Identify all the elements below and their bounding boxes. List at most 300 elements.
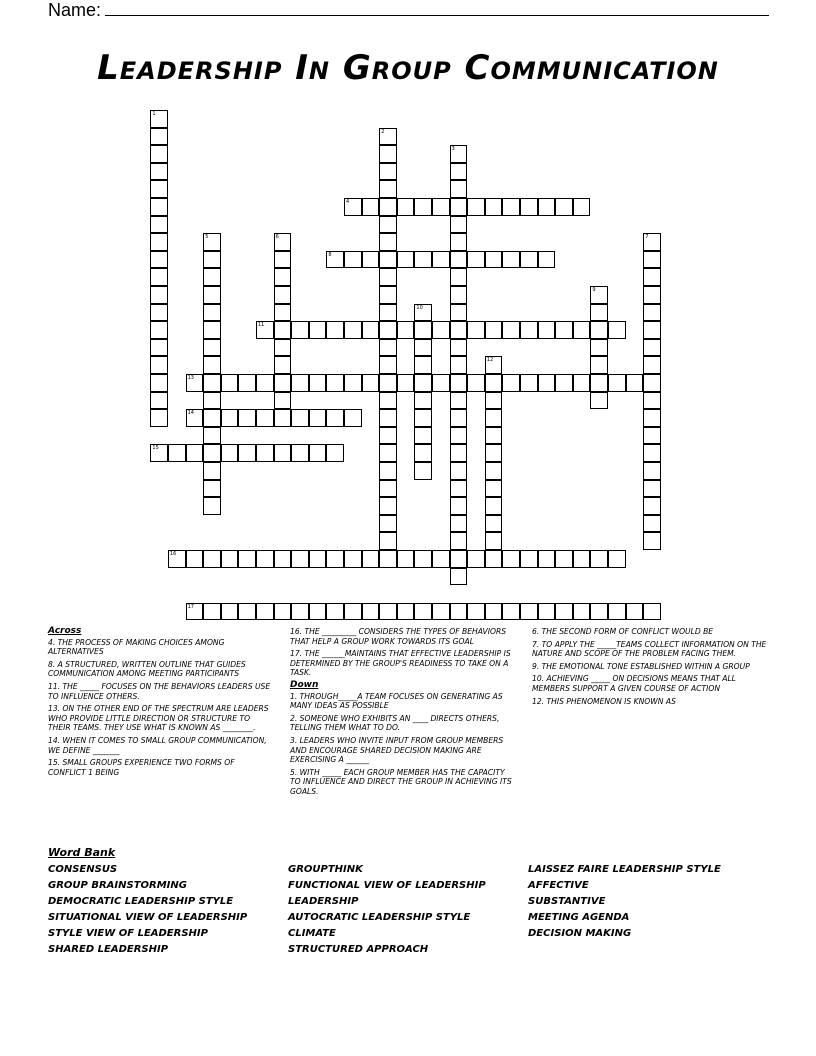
crossword-cell[interactable] xyxy=(450,145,468,163)
crossword-cell[interactable] xyxy=(150,110,168,128)
crossword-cell[interactable] xyxy=(626,374,644,392)
crossword-cell[interactable] xyxy=(485,480,503,498)
crossword-cell[interactable] xyxy=(379,532,397,550)
clue-down-3: 3. LEADERS WHO INVITE INPUT FROM GROUP MEMBERS AND ENCOURAGE SHARED DECISION MAKING ARE EXERCISING A ______ xyxy=(290,735,504,765)
clue-down-12: 12. THIS PHENOMENON IS KNOWN AS xyxy=(532,696,676,706)
crossword-cell[interactable] xyxy=(203,444,221,462)
crossword-cell[interactable] xyxy=(432,251,450,269)
crossword-cell[interactable] xyxy=(608,550,626,568)
crossword-cell[interactable] xyxy=(414,603,432,621)
crossword-cell[interactable] xyxy=(538,251,556,269)
crossword-cell[interactable] xyxy=(643,233,661,251)
crossword-cell[interactable] xyxy=(643,286,661,304)
crossword-cell[interactable] xyxy=(467,374,485,392)
crossword-cell[interactable] xyxy=(291,321,309,339)
crossword-cell[interactable] xyxy=(362,550,380,568)
crossword-cell[interactable] xyxy=(186,603,204,621)
crossword-cell[interactable] xyxy=(414,339,432,357)
crossword-cell[interactable] xyxy=(502,603,520,621)
crossword-cell[interactable] xyxy=(432,374,450,392)
crossword-cell[interactable] xyxy=(450,198,468,216)
crossword-cell[interactable] xyxy=(326,409,344,427)
crossword-cell[interactable] xyxy=(344,251,362,269)
word-bank-item: STRUCTURED APPROACH xyxy=(288,944,429,955)
crossword-cell[interactable] xyxy=(450,268,468,286)
crossword-cell[interactable] xyxy=(538,198,556,216)
crossword-cell[interactable] xyxy=(450,180,468,198)
crossword-cell[interactable] xyxy=(467,550,485,568)
crossword-cell[interactable] xyxy=(397,198,415,216)
crossword-cell[interactable] xyxy=(555,550,573,568)
crossword-cell[interactable] xyxy=(274,339,292,357)
crossword-cell[interactable] xyxy=(450,515,468,533)
crossword-cell[interactable] xyxy=(150,268,168,286)
crossword-cell[interactable] xyxy=(274,550,292,568)
crossword-cell[interactable] xyxy=(450,444,468,462)
crossword-cell[interactable] xyxy=(467,251,485,269)
crossword-cell[interactable] xyxy=(573,321,591,339)
crossword-cell[interactable] xyxy=(643,497,661,515)
crossword-cell[interactable] xyxy=(256,321,274,339)
crossword-cell[interactable] xyxy=(573,550,591,568)
crossword-cell[interactable] xyxy=(238,603,256,621)
crossword-cell[interactable] xyxy=(379,550,397,568)
crossword-cell[interactable] xyxy=(643,409,661,427)
clue-number: 7 xyxy=(645,234,649,241)
crossword-cell[interactable] xyxy=(274,321,292,339)
crossword-cell[interactable] xyxy=(379,462,397,480)
word-bank-item: LEADERSHIP xyxy=(288,896,359,907)
crossword-cell[interactable] xyxy=(450,374,468,392)
crossword-cell[interactable] xyxy=(555,374,573,392)
crossword-cell[interactable] xyxy=(555,603,573,621)
crossword-cell[interactable] xyxy=(379,163,397,181)
crossword-cell[interactable] xyxy=(643,374,661,392)
crossword-cell[interactable] xyxy=(626,603,644,621)
clue-number: 11 xyxy=(258,322,265,329)
crossword-cell[interactable] xyxy=(485,497,503,515)
crossword-cell[interactable] xyxy=(221,603,239,621)
crossword-cell[interactable] xyxy=(186,444,204,462)
crossword-cell[interactable] xyxy=(379,603,397,621)
clue-number: 4 xyxy=(346,199,350,205)
crossword-cell[interactable] xyxy=(414,427,432,445)
crossword-cell[interactable] xyxy=(485,409,503,427)
crossword-cell[interactable] xyxy=(555,321,573,339)
crossword-cell[interactable] xyxy=(344,409,362,427)
clue-number: 14 xyxy=(187,410,194,417)
crossword-cell[interactable] xyxy=(520,198,538,216)
crossword-cell[interactable] xyxy=(203,392,221,410)
crossword-cell[interactable] xyxy=(274,356,292,374)
crossword-cell[interactable] xyxy=(485,251,503,269)
crossword-cell[interactable] xyxy=(538,550,556,568)
crossword-cell[interactable] xyxy=(414,251,432,269)
crossword-cell[interactable] xyxy=(309,550,327,568)
crossword-cell[interactable] xyxy=(485,321,503,339)
crossword-cell[interactable] xyxy=(326,444,344,462)
crossword-cell[interactable] xyxy=(309,374,327,392)
crossword-cell[interactable] xyxy=(274,286,292,304)
crossword-cell[interactable] xyxy=(362,321,380,339)
crossword-cell[interactable] xyxy=(256,550,274,568)
crossword-cell[interactable] xyxy=(590,550,608,568)
crossword-cell[interactable] xyxy=(590,286,608,304)
crossword-cell[interactable] xyxy=(520,374,538,392)
crossword-cell[interactable] xyxy=(450,251,468,269)
crossword-cell[interactable] xyxy=(379,286,397,304)
crossword-cell[interactable] xyxy=(379,480,397,498)
crossword-cell[interactable] xyxy=(432,603,450,621)
crossword-cell[interactable] xyxy=(291,550,309,568)
clue-number: 8 xyxy=(328,251,332,258)
crossword-cell[interactable] xyxy=(309,603,327,621)
crossword-cell[interactable] xyxy=(256,603,274,621)
crossword-cell[interactable] xyxy=(485,392,503,410)
crossword-cell[interactable] xyxy=(502,374,520,392)
crossword-cell[interactable] xyxy=(203,497,221,515)
clue-across-8: 8. A STRUCTURED, WRITTEN OUTLINE THAT GUIDES COMMUNICATION AMONG MEETING PARTICIPANTS xyxy=(48,659,246,679)
clue-number: 16 xyxy=(170,551,177,557)
crossword-cell[interactable] xyxy=(203,480,221,498)
crossword-cell[interactable] xyxy=(203,356,221,374)
crossword-cell[interactable] xyxy=(538,374,556,392)
crossword-cell[interactable] xyxy=(256,444,274,462)
crossword-cell[interactable] xyxy=(326,251,344,269)
crossword-cell[interactable] xyxy=(150,198,168,216)
clue-number: 15 xyxy=(152,445,159,452)
crossword-cell[interactable] xyxy=(432,321,450,339)
crossword-cell[interactable] xyxy=(326,374,344,392)
crossword-cell[interactable] xyxy=(344,603,362,621)
crossword-cell[interactable] xyxy=(379,233,397,251)
word-bank-item: MEETING AGENDA xyxy=(528,912,630,923)
crossword-cell[interactable] xyxy=(485,356,503,374)
crossword-cell[interactable] xyxy=(643,480,661,498)
crossword-cell[interactable] xyxy=(379,515,397,533)
clue-down-7: 7. TO APPLY THE _____TEAMS COLLECT INFORMATION ON THE NATURE AND SCOPE OF THE PROBLEM FACING THEM. xyxy=(532,639,767,659)
clue-number: 10 xyxy=(416,304,423,311)
crossword-cell[interactable] xyxy=(238,409,256,427)
crossword-cell[interactable] xyxy=(397,374,415,392)
crossword-cell[interactable] xyxy=(432,198,450,216)
crossword-cell[interactable] xyxy=(291,374,309,392)
crossword-cell[interactable] xyxy=(203,233,221,251)
crossword-cell[interactable] xyxy=(502,198,520,216)
crossword-cell[interactable] xyxy=(379,216,397,234)
crossword-cell[interactable] xyxy=(379,145,397,163)
crossword-cell[interactable] xyxy=(450,216,468,234)
crossword-cell[interactable] xyxy=(150,128,168,146)
crossword-cell[interactable] xyxy=(573,603,591,621)
crossword-cell[interactable] xyxy=(590,392,608,410)
crossword-cell[interactable] xyxy=(150,374,168,392)
crossword-cell[interactable] xyxy=(203,603,221,621)
crossword-cell[interactable] xyxy=(379,356,397,374)
crossword-cell[interactable] xyxy=(309,321,327,339)
crossword-cell[interactable] xyxy=(203,427,221,445)
crossword-cell[interactable] xyxy=(450,163,468,181)
crossword-cell[interactable] xyxy=(150,356,168,374)
crossword-cell[interactable] xyxy=(590,339,608,357)
crossword-cell[interactable] xyxy=(274,268,292,286)
crossword-cell[interactable] xyxy=(608,374,626,392)
crossword-cell[interactable] xyxy=(379,128,397,146)
crossword-cell[interactable] xyxy=(643,251,661,269)
crossword-cell[interactable] xyxy=(221,374,239,392)
crossword-cell[interactable] xyxy=(274,603,292,621)
crossword-cell[interactable] xyxy=(379,339,397,357)
crossword-cell[interactable] xyxy=(362,251,380,269)
crossword-cell[interactable] xyxy=(203,268,221,286)
crossword-cell[interactable] xyxy=(379,427,397,445)
crossword-cell[interactable] xyxy=(643,356,661,374)
crossword-cell[interactable] xyxy=(203,339,221,357)
crossword-cell[interactable] xyxy=(309,409,327,427)
crossword-cell[interactable] xyxy=(643,515,661,533)
crossword-cell[interactable] xyxy=(291,409,309,427)
word-bank-item: SHARED LEADERSHIP xyxy=(48,944,169,955)
crossword-cell[interactable] xyxy=(450,532,468,550)
crossword-cell[interactable] xyxy=(643,392,661,410)
crossword-cell[interactable] xyxy=(221,409,239,427)
word-bank-item: SITUATIONAL VIEW OF LEADERSHIP xyxy=(48,912,248,923)
crossword-cell[interactable] xyxy=(502,321,520,339)
crossword-cell[interactable] xyxy=(590,321,608,339)
crossword-cell[interactable] xyxy=(379,180,397,198)
crossword-cell[interactable] xyxy=(203,550,221,568)
crossword-cell[interactable] xyxy=(608,603,626,621)
crossword-cell[interactable] xyxy=(485,603,503,621)
crossword-cell[interactable] xyxy=(450,480,468,498)
crossword-cell[interactable] xyxy=(397,251,415,269)
crossword-cell[interactable] xyxy=(150,444,168,462)
crossword-cell[interactable] xyxy=(326,603,344,621)
clue-number: 5 xyxy=(205,234,209,241)
crossword-cell[interactable] xyxy=(450,603,468,621)
crossword-cell[interactable] xyxy=(150,233,168,251)
crossword-cell[interactable] xyxy=(397,603,415,621)
crossword-cell[interactable] xyxy=(150,216,168,234)
crossword-cell[interactable] xyxy=(485,515,503,533)
crossword-cell[interactable] xyxy=(326,321,344,339)
word-bank-item: STYLE VIEW OF LEADERSHIP xyxy=(48,928,208,939)
crossword-cell[interactable] xyxy=(643,532,661,550)
clue-down-5: 5. WITH _____ EACH GROUP MEMBER HAS THE CAPACITY TO INFLUENCE AND DIRECT THE GROUP IN ACHIEVING ITS GOALS. xyxy=(290,767,512,796)
crossword-cell[interactable] xyxy=(590,356,608,374)
crossword-cell[interactable] xyxy=(203,409,221,427)
crossword-cell[interactable] xyxy=(168,444,186,462)
crossword-cell[interactable] xyxy=(256,374,274,392)
crossword-cell[interactable] xyxy=(344,198,362,216)
crossword-cell[interactable] xyxy=(520,550,538,568)
crossword-cell[interactable] xyxy=(485,550,503,568)
crossword-cell[interactable] xyxy=(450,568,468,586)
clue-number: 2 xyxy=(381,128,385,135)
crossword-cell[interactable] xyxy=(414,321,432,339)
crossword-cell[interactable] xyxy=(643,339,661,357)
crossword-cell[interactable] xyxy=(414,550,432,568)
word-bank-heading: Word Bank xyxy=(48,846,116,859)
crossword-cell[interactable] xyxy=(379,321,397,339)
crossword-cell[interactable] xyxy=(397,550,415,568)
crossword-cell[interactable] xyxy=(150,145,168,163)
crossword-cell[interactable] xyxy=(238,374,256,392)
crossword-cell[interactable] xyxy=(590,304,608,322)
crossword-cell[interactable] xyxy=(502,251,520,269)
crossword-cell[interactable] xyxy=(450,321,468,339)
clue-down-2: 2. SOMEONE WHO EXHIBITS AN ____ DIRECTS OTHERS, TELLING THEM WHAT TO DO. xyxy=(290,713,500,733)
clues-column-3 xyxy=(532,627,772,709)
crossword-cell[interactable] xyxy=(221,550,239,568)
crossword-cell[interactable] xyxy=(379,374,397,392)
crossword-cell[interactable] xyxy=(450,409,468,427)
crossword-cell[interactable] xyxy=(485,444,503,462)
crossword-cell[interactable] xyxy=(450,286,468,304)
crossword-cell[interactable] xyxy=(450,233,468,251)
crossword-cell[interactable] xyxy=(643,444,661,462)
crossword-cell[interactable] xyxy=(520,321,538,339)
crossword-cell[interactable] xyxy=(379,198,397,216)
crossword-cell[interactable] xyxy=(150,392,168,410)
crossword-cell[interactable] xyxy=(309,444,327,462)
crossword-cell[interactable] xyxy=(450,392,468,410)
crossword-cell[interactable] xyxy=(643,427,661,445)
crossword-cell[interactable] xyxy=(344,374,362,392)
word-bank-item: FUNCTIONAL VIEW OF LEADERSHIP xyxy=(288,880,486,891)
crossword-cell[interactable] xyxy=(274,251,292,269)
clue-across-15: 15. SMALL GROUPS EXPERIENCE TWO FORMS OF CONFLICT 1 BEING xyxy=(48,758,235,777)
crossword-cell[interactable] xyxy=(450,339,468,357)
crossword-cell[interactable] xyxy=(186,409,204,427)
crossword-cell[interactable] xyxy=(150,304,168,322)
crossword-cell[interactable] xyxy=(485,427,503,445)
clue-across-4: 4. THE PROCESS OF MAKING CHOICES AMONG ALTERNATIVES xyxy=(48,637,225,657)
crossword-cell[interactable] xyxy=(538,603,556,621)
crossword-cell[interactable] xyxy=(168,550,186,568)
crossword-cell[interactable] xyxy=(590,374,608,392)
clues-column-2 xyxy=(290,627,516,800)
crossword-cell[interactable] xyxy=(590,603,608,621)
crossword-cell[interactable] xyxy=(344,321,362,339)
crossword-cell[interactable] xyxy=(450,497,468,515)
crossword-cell[interactable] xyxy=(274,233,292,251)
crossword-cell[interactable] xyxy=(573,374,591,392)
clue-number: 9 xyxy=(592,287,596,293)
crossword-cell[interactable] xyxy=(150,251,168,269)
crossword-cell[interactable] xyxy=(150,286,168,304)
crossword-cell[interactable] xyxy=(379,444,397,462)
crossword-cell[interactable] xyxy=(467,603,485,621)
crossword-cell[interactable] xyxy=(520,603,538,621)
clue-number: 12 xyxy=(486,357,494,364)
crossword-cell[interactable] xyxy=(450,427,468,445)
crossword-cell[interactable] xyxy=(485,198,503,216)
crossword-cell[interactable] xyxy=(362,198,380,216)
crossword-cell[interactable] xyxy=(485,374,503,392)
crossword-cell[interactable] xyxy=(502,550,520,568)
crossword-cell[interactable] xyxy=(274,304,292,322)
crossword-cell[interactable] xyxy=(344,550,362,568)
crossword-cell[interactable] xyxy=(520,251,538,269)
word-bank-item: DEMOCRATIC LEADERSHIP STYLE xyxy=(48,896,234,907)
crossword-cell[interactable] xyxy=(397,321,415,339)
crossword-cell[interactable] xyxy=(643,304,661,322)
crossword-cell[interactable] xyxy=(414,198,432,216)
crossword-cell[interactable] xyxy=(203,251,221,269)
crossword-cell[interactable] xyxy=(467,198,485,216)
crossword-cell[interactable] xyxy=(555,198,573,216)
crossword-cell[interactable] xyxy=(450,462,468,480)
crossword-cell[interactable] xyxy=(379,392,397,410)
crossword-cell[interactable] xyxy=(414,444,432,462)
crossword-cell[interactable] xyxy=(643,268,661,286)
crossword-cell[interactable] xyxy=(362,603,380,621)
crossword-cell[interactable] xyxy=(256,409,274,427)
crossword-cell[interactable] xyxy=(150,163,168,181)
crossword-cell[interactable] xyxy=(274,444,292,462)
crossword-cell[interactable] xyxy=(150,180,168,198)
crossword-cell[interactable] xyxy=(432,550,450,568)
crossword-cell[interactable] xyxy=(203,304,221,322)
crossword-cell[interactable] xyxy=(203,374,221,392)
crossword-cell[interactable] xyxy=(379,268,397,286)
crossword-cell[interactable] xyxy=(414,356,432,374)
crossword-cell[interactable] xyxy=(485,462,503,480)
crossword-cell[interactable] xyxy=(379,251,397,269)
crossword-cell[interactable] xyxy=(186,374,204,392)
crossword-cell[interactable] xyxy=(203,462,221,480)
crossword-cell[interactable] xyxy=(414,409,432,427)
crossword-cell[interactable] xyxy=(414,304,432,322)
crossword-cell[interactable] xyxy=(362,374,380,392)
crossword-cell[interactable] xyxy=(274,392,292,410)
crossword-cell[interactable] xyxy=(291,603,309,621)
crossword-cell[interactable] xyxy=(608,321,626,339)
crossword-cell[interactable] xyxy=(203,321,221,339)
crossword-cell[interactable] xyxy=(414,392,432,410)
crossword-cell[interactable] xyxy=(379,497,397,515)
crossword-cell[interactable] xyxy=(238,550,256,568)
crossword-cell[interactable] xyxy=(326,550,344,568)
crossword-cell[interactable] xyxy=(221,444,239,462)
crossword-cell[interactable] xyxy=(238,444,256,462)
crossword-cell[interactable] xyxy=(485,532,503,550)
crossword-cell[interactable] xyxy=(379,409,397,427)
crossword-cell[interactable] xyxy=(186,550,204,568)
crossword-cell[interactable] xyxy=(450,356,468,374)
crossword-cell[interactable] xyxy=(203,286,221,304)
crossword-cell[interactable] xyxy=(414,374,432,392)
crossword-cell[interactable] xyxy=(150,339,168,357)
crossword-cell[interactable] xyxy=(573,198,591,216)
crossword-cell[interactable] xyxy=(274,409,292,427)
crossword-cell[interactable] xyxy=(643,603,661,621)
crossword-cell[interactable] xyxy=(450,304,468,322)
crossword-cell[interactable] xyxy=(150,409,168,427)
crossword-cell[interactable] xyxy=(643,321,661,339)
crossword-cell[interactable] xyxy=(450,550,468,568)
crossword-cell[interactable] xyxy=(538,321,556,339)
crossword-cell[interactable] xyxy=(467,321,485,339)
across-heading: Across xyxy=(48,626,82,636)
crossword-cell[interactable] xyxy=(291,444,309,462)
crossword-cell[interactable] xyxy=(414,462,432,480)
crossword-cell[interactable] xyxy=(274,374,292,392)
crossword-cell[interactable] xyxy=(643,462,661,480)
crossword-cell[interactable] xyxy=(150,321,168,339)
crossword-cell[interactable] xyxy=(379,304,397,322)
